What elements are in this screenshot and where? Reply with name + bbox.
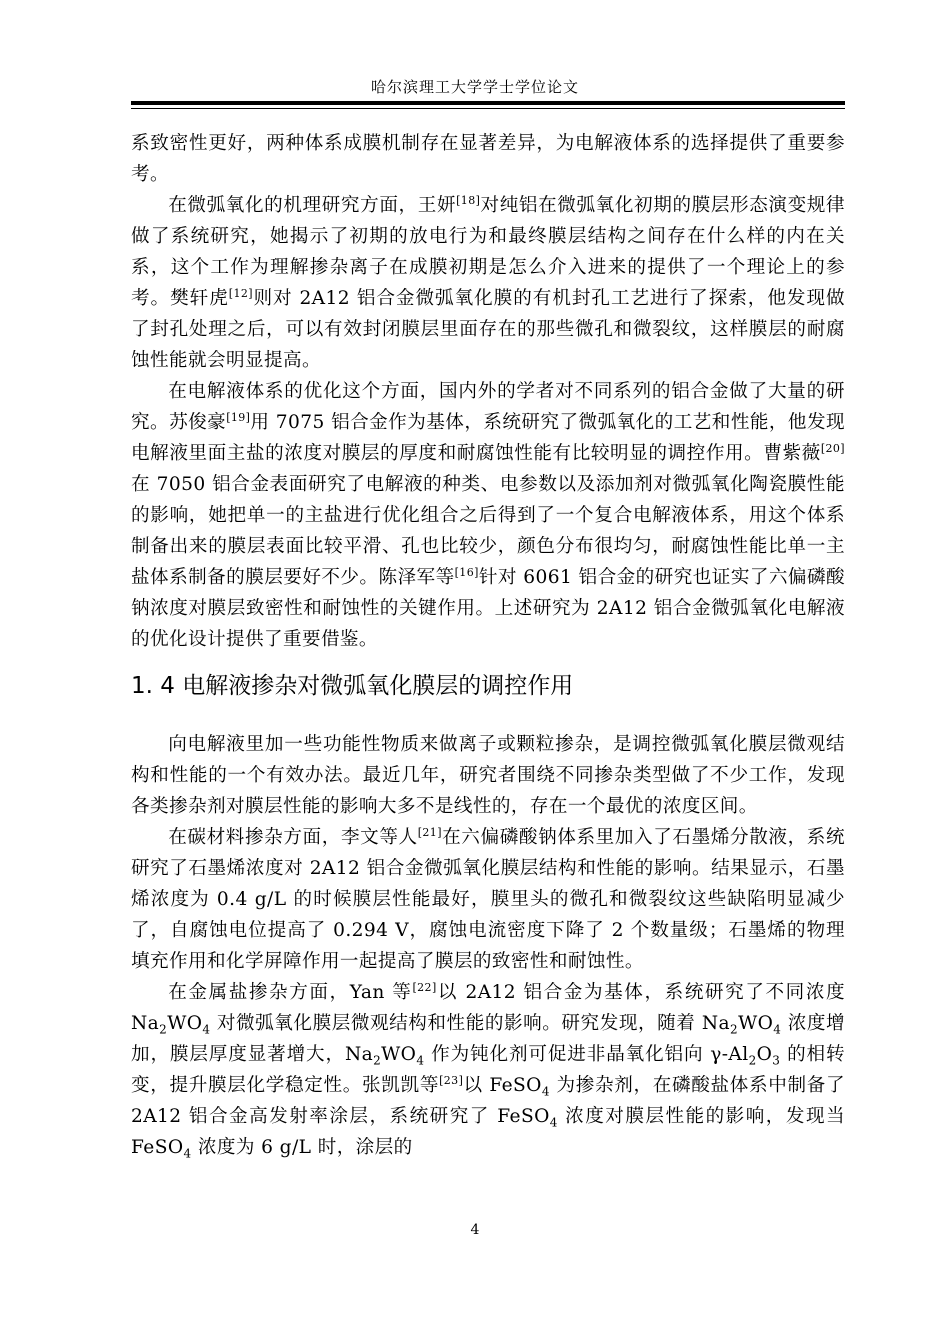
text-run: WO bbox=[738, 1013, 774, 1034]
header-rule-thin bbox=[131, 108, 845, 109]
text-run: WO bbox=[381, 1044, 417, 1065]
text-run: 在金属盐掺杂方面，Yan 等 bbox=[168, 982, 413, 1003]
paragraph bbox=[131, 376, 845, 655]
text-run: 对微弧氧化膜层微观结构和性能的影响。研究发现，随着 Na bbox=[210, 1013, 731, 1034]
subscript: 2 bbox=[748, 1053, 757, 1068]
subscript: 2 bbox=[730, 1022, 739, 1037]
subscript: 3 bbox=[772, 1053, 781, 1068]
text-run: 在碳材料掺杂方面，李文等人 bbox=[168, 827, 418, 848]
text-run: 的相转变，提升膜层化学稳定性。张凯凯等 bbox=[131, 1044, 846, 1096]
citation-ref: [23] bbox=[439, 1073, 464, 1087]
subscript: 2 bbox=[159, 1022, 168, 1037]
text-run: 针对 6061 铝合金的研究也证实了六偏磷酸钠浓度对膜层致密性和耐蚀性的关键作用。上述研究为 2A12 铝合金微弧氧化电解液的优化设计提供了重要借鉴。 bbox=[131, 567, 845, 650]
text-run: 为掺杂剂，在磷酸盐体系中制备了 2A12 铝合金高发射率涂层，系统研究了 FeSO bbox=[131, 1075, 846, 1127]
citation-ref: [22] bbox=[412, 980, 437, 994]
page-number: 4 bbox=[470, 1222, 480, 1238]
page-body bbox=[131, 128, 845, 1163]
subscript: 4 bbox=[202, 1022, 211, 1037]
text-run: 作为钝化剂可促进非晶氧化铝向 γ-Al bbox=[424, 1044, 749, 1065]
text-run: 以 FeSO bbox=[463, 1075, 542, 1096]
text-run: 浓度增加，膜层厚度显著增大，Na bbox=[131, 1013, 845, 1065]
paragraph bbox=[131, 128, 845, 190]
section-heading: 1. 4 电解液掺杂对微弧氧化膜层的调控作用 bbox=[131, 673, 574, 699]
subscript: 4 bbox=[773, 1022, 782, 1037]
text-run: 向电解液里加一些功能性物质来做离子或颗粒掺杂，是调控微弧氧化膜层微观结构和性能的一个有效办法。最近几年，研究者围绕不同掺杂类型做了不少工作，发现各类掺杂剂对膜层性能的影响大多不是线性的，存在一个最优的浓度区间。 bbox=[131, 734, 845, 817]
running-header: 哈尔滨理工大学学士学位论文 bbox=[370, 78, 579, 96]
paragraph bbox=[131, 977, 845, 1163]
citation-ref: [21] bbox=[417, 825, 442, 839]
text-run: O bbox=[756, 1044, 773, 1065]
text-run: 在六偏磷酸钠体系里加入了石墨烯分散液，系统研究了石墨烯浓度对 2A12 铝合金微弧氧化膜层结构和性能的影响。结果显示，石墨烯浓度为 0.4 g/L 的时候膜层性能最好，膜里头的微孔和微裂纹这些缺陷明显减少了，自腐蚀电位提高了 0.294 V，腐蚀电流密度下降了 2 个数量级；石墨烯的物理填充作用和化学屏障作用一起提高了膜层的致密性和耐蚀性。 bbox=[131, 827, 845, 972]
paragraph bbox=[131, 190, 845, 376]
citation-ref: [19] bbox=[226, 410, 251, 424]
citation-ref: [20] bbox=[820, 441, 845, 455]
citation-ref: [16] bbox=[454, 565, 479, 579]
paragraphs-before-heading bbox=[131, 128, 845, 655]
subscript: 2 bbox=[373, 1053, 382, 1068]
text-run: 浓度对膜层性能的影响，发现当 FeSO bbox=[131, 1106, 845, 1158]
subscript: 4 bbox=[541, 1084, 550, 1099]
text-run: 则对 2A12 铝合金微弧氧化膜的有机封孔工艺进行了探索，他发现做了封孔处理之后，可以有效封闭膜层里面存在的那些微孔和微裂纹，这样膜层的耐腐蚀性能就会明显提高。 bbox=[131, 288, 845, 371]
text-run: WO bbox=[167, 1013, 203, 1034]
text-run: 浓度为 6 g/L 时，涂层的 bbox=[191, 1137, 413, 1158]
subscript: 4 bbox=[549, 1115, 558, 1130]
paragraph bbox=[131, 729, 845, 822]
citation-ref: [12] bbox=[228, 286, 253, 300]
header-rule-thick bbox=[131, 101, 845, 105]
text-run: 在微弧氧化的机理研究方面，王妍 bbox=[168, 195, 457, 216]
text-run: 用 7075 铝合金作为基体，系统研究了微弧氧化的工艺和性能，他发现电解液里面主盐的浓度对膜层的厚度和耐腐蚀性能有比较明显的调控作用。曹紫薇 bbox=[131, 412, 845, 464]
text-run: 系致密性更好，两种体系成膜机制存在显著差异，为电解液体系的选择提供了重要参考。 bbox=[131, 133, 845, 185]
paragraphs-after-heading bbox=[131, 729, 845, 1163]
paragraph bbox=[131, 822, 845, 977]
text-run: 在 7050 铝合金表面研究了电解液的种类、电参数以及添加剂对微弧氧化陶瓷膜性能的影响，她把单一的主盐进行优化组合之后得到了一个复合电解液体系，用这个体系制备出来的膜层表面比较平滑、孔也比较少，颜色分布很均匀，耐腐蚀性能比单一主盐体系制备的膜层要好不少。陈泽军等 bbox=[131, 474, 845, 588]
text-run: 在电解液体系的优化这个方面，国内外的学者对不同系列的铝合金做了大量的研究。苏俊豪 bbox=[131, 381, 845, 433]
text-run: 对纯铝在微弧氧化初期的膜层形态演变规律做了系统研究，她揭示了初期的放电行为和最终膜层结构之间存在什么样的内在关系，这个工作为理解掺杂离子在成膜初期是怎么介入进来的提供了一个理论上的参考。樊轩虎 bbox=[131, 195, 845, 309]
citation-ref: [18] bbox=[456, 193, 481, 207]
text-run: 以 2A12 铝合金为基体，系统研究了不同浓度 Na bbox=[131, 982, 845, 1034]
subscript: 4 bbox=[416, 1053, 425, 1068]
subscript: 4 bbox=[183, 1146, 192, 1161]
